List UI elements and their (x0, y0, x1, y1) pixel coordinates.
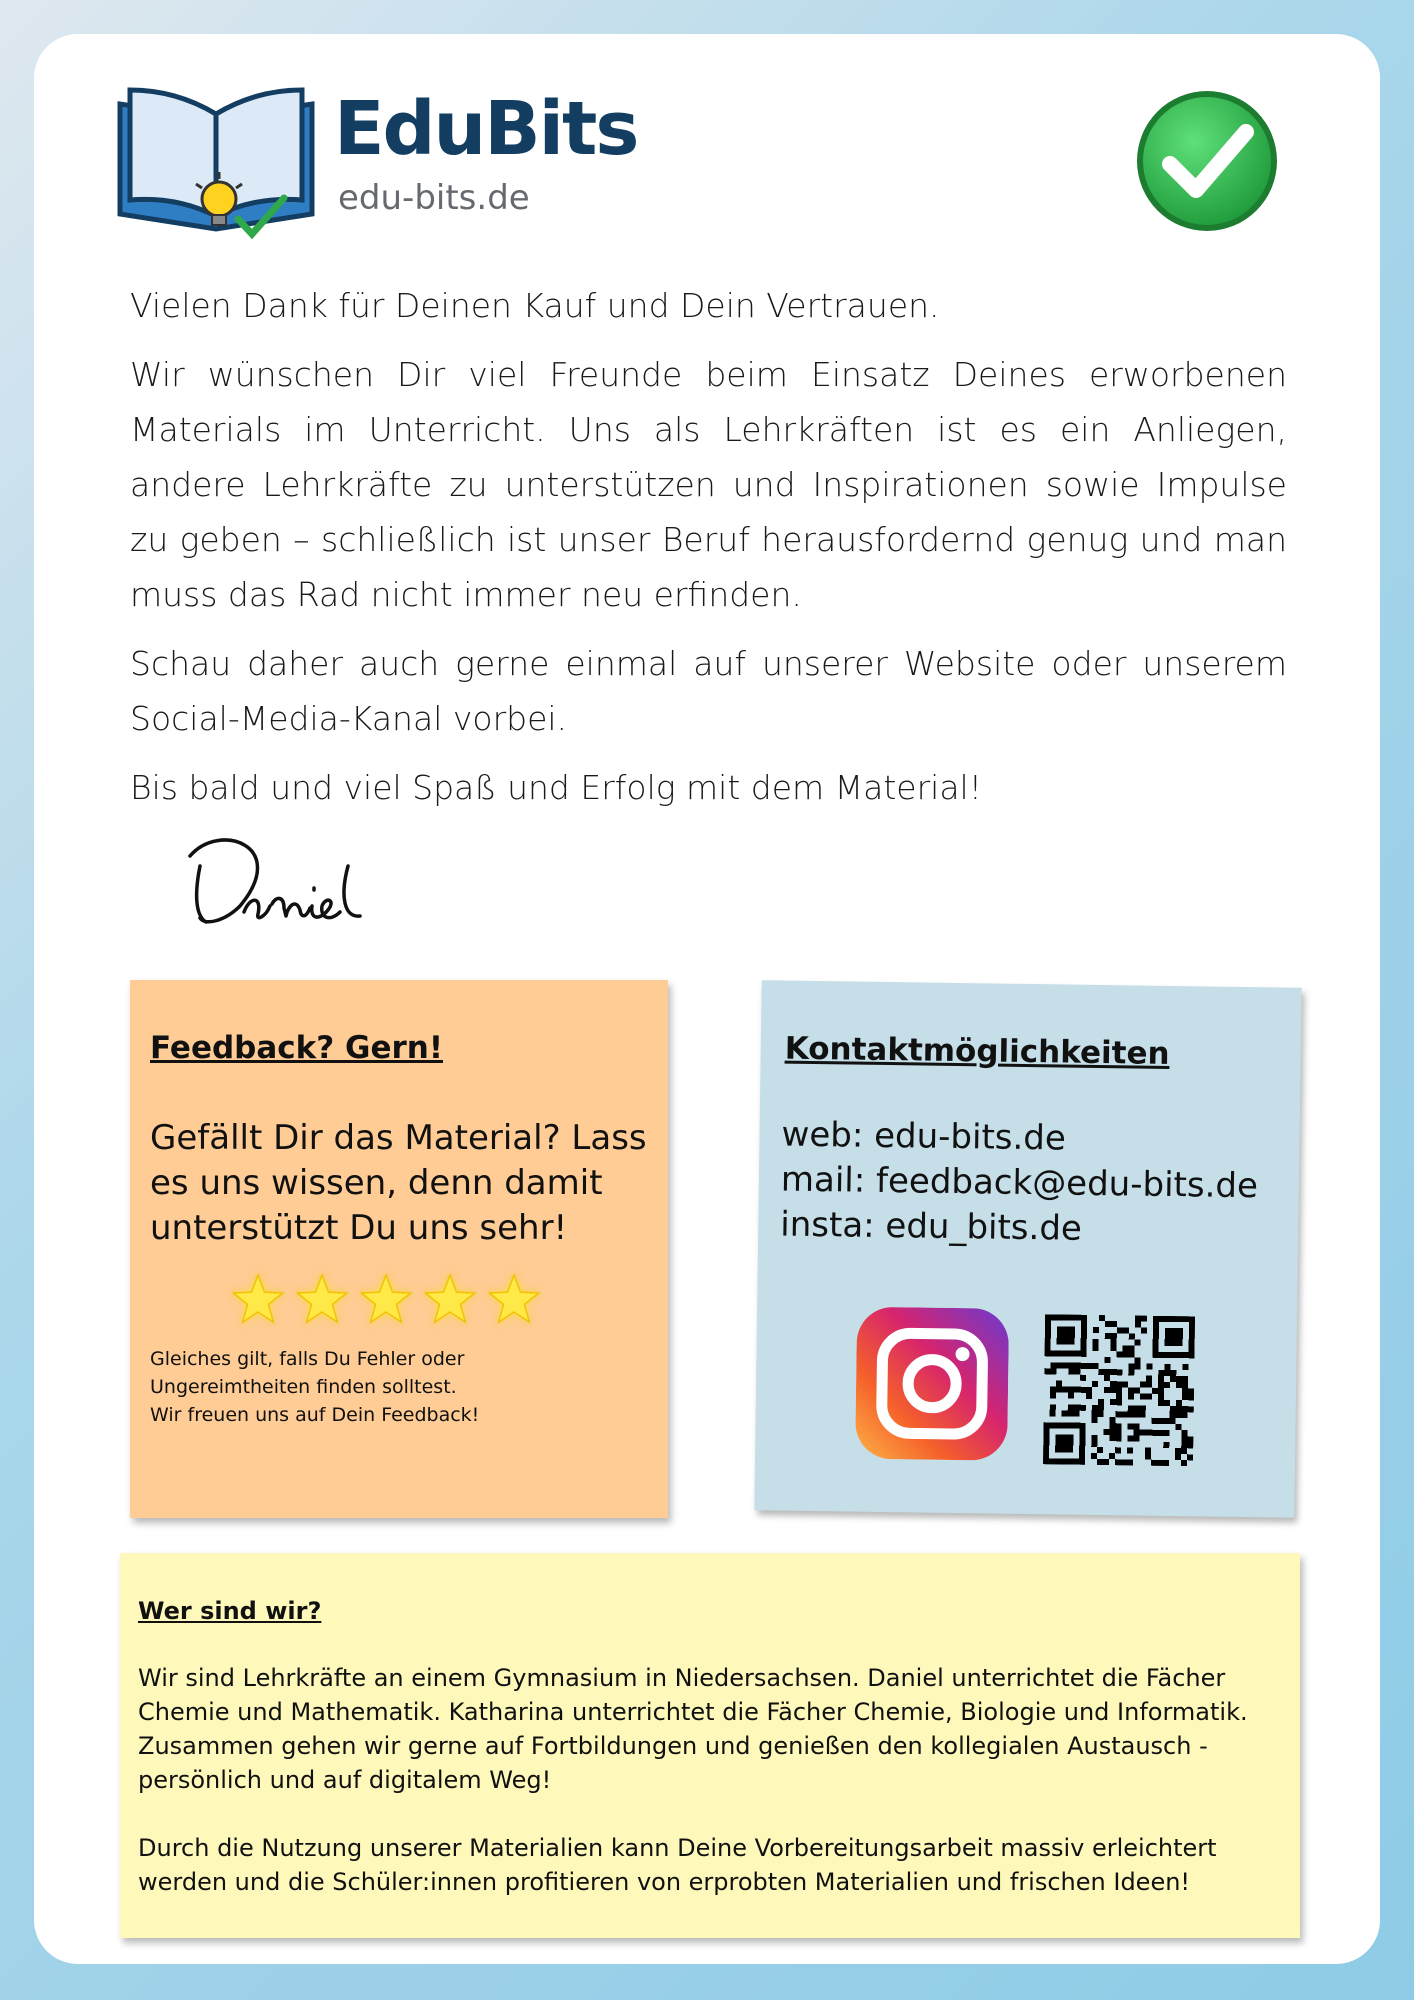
rating-star-icon (233, 1275, 282, 1322)
instagram-icon[interactable] (855, 1307, 1009, 1461)
contact-mail[interactable]: mail: feedback@edu-bits.de (780, 1159, 1259, 1207)
letter-paragraph: Bis bald und viel Spaß und Erfolg mit dem Material! (130, 768, 982, 807)
feedback-small-line: Gleiches gilt, falls Du Fehler oder (150, 1348, 465, 1370)
feedback-text: Gefällt Dir das Material? Lass es uns wissen, denn damit unterstützt Du uns sehr! (150, 1118, 647, 1248)
feedback-title: Feedback? Gern! (150, 1030, 444, 1066)
feedback-small-text (150, 1345, 650, 1429)
brand-url: edu-bits.de (338, 178, 530, 218)
letter-paragraph: Wir wünschen Dir viel Freunde beim Einsatz Deines erworbenen Materials im Unterricht. Uns als Lehrkräften ist es ein Anliegen, andere Lehrkräfte zu unterstützen und Inspirationen sowie Impulse zu geben – schließlich ist unser Beruf herausfordernd genug und man muss das Rad nicht immer neu erfinden. (130, 355, 1287, 614)
about-text (138, 1661, 1288, 1933)
book-icon (116, 84, 326, 244)
contact-web[interactable]: web: edu-bits.de (781, 1114, 1067, 1159)
rating-star-icon (361, 1275, 410, 1322)
contact-title: Kontaktmöglichkeiten (784, 1030, 1170, 1072)
rating-stars (226, 1265, 546, 1335)
about-paragraph: Durch die Nutzung unserer Materialien kann Deine Vorbereitungsarbeit massiv erleichtert werden und die Schüler:innen profitieren von erprobten Materialien und frischen Ideen! (138, 1834, 1217, 1896)
rating-star-icon (297, 1275, 346, 1322)
check-circle-icon (1132, 86, 1282, 236)
about-note (120, 1553, 1300, 1938)
contact-note (754, 980, 1301, 1517)
brand-name: EduBits (334, 86, 638, 172)
rating-star-icon (425, 1275, 474, 1322)
feedback-small-line: Wir freuen uns auf Dein Feedback! (150, 1404, 480, 1426)
letter-paragraph: Schau daher auch gerne einmal auf unserer Website oder unserem Social-Media-Kanal vorbei. (130, 644, 1287, 738)
letter-paragraph: Vielen Dank für Deinen Kauf und Dein Vertrauen. (130, 286, 940, 325)
contact-list (780, 1113, 1259, 1255)
about-paragraph: Wir sind Lehrkräfte an einem Gymnasium in Niedersachsen. Daniel unterrichtet die Fächer Chemie und Mathematik. Katharina unterrichtet die Fächer Chemie, Biologie und Informatik. Zusammen gehen wir gerne auf Fortbildungen und genießen den kollegialen Austausch - persönlich und auf digitalem Weg! (138, 1664, 1248, 1794)
signature (180, 826, 370, 936)
rating-star-icon (489, 1275, 538, 1322)
qr-code-icon[interactable] (1043, 1314, 1195, 1466)
about-title: Wer sind wir? (138, 1597, 322, 1625)
feedback-small-line: Ungereimtheiten finden solltest. (150, 1376, 457, 1398)
feedback-note (130, 980, 668, 1518)
contact-insta[interactable]: insta: edu_bits.de (780, 1204, 1083, 1249)
brand-logo (116, 84, 636, 244)
thank-you-letter (130, 278, 1287, 829)
